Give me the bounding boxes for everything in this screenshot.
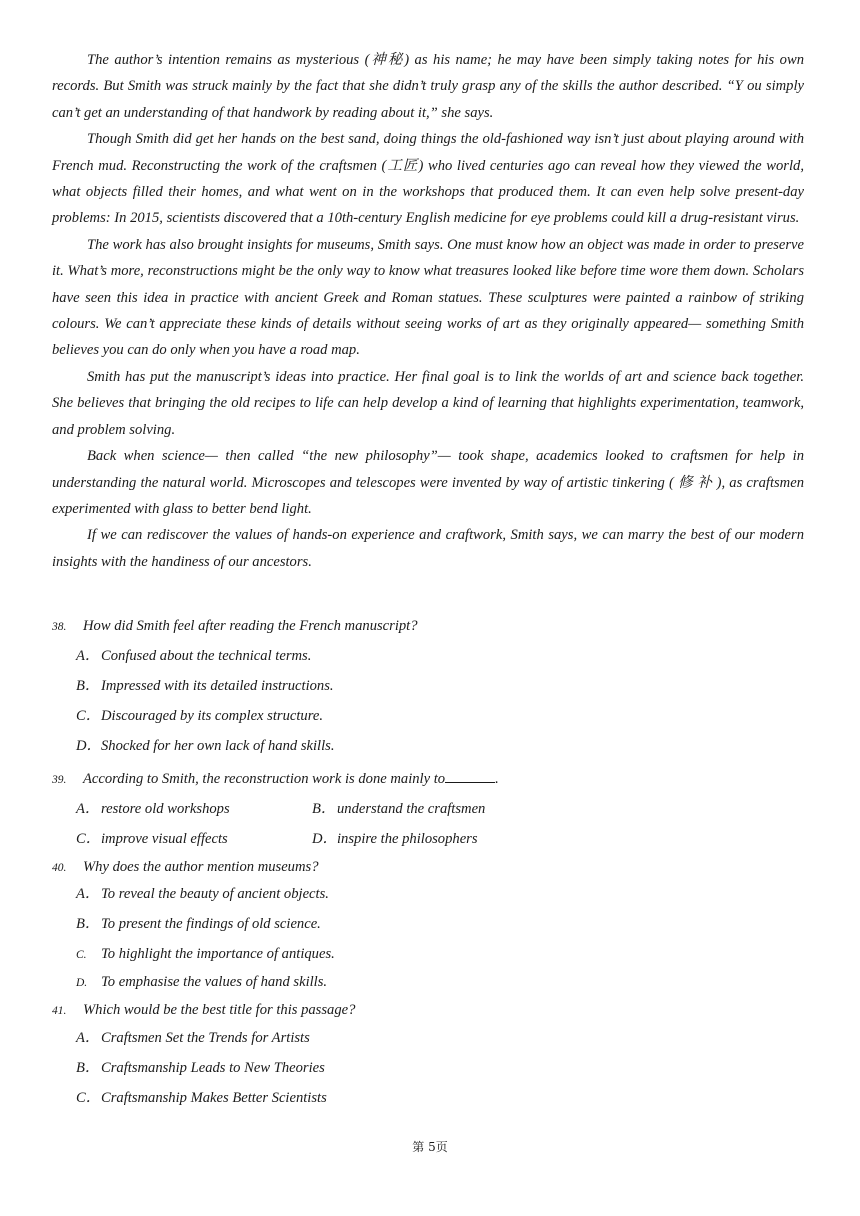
option-text: To present the findings of old science. [101, 916, 321, 932]
option-text: To emphasise the values of hand skills. [101, 974, 328, 990]
option-letter: A． [76, 648, 100, 664]
passage-paragraph-3: The work has also brought insights for museums, Smith says. One must know how an object was made in order to preserve it. What’s more, reconstructions might be the only way to know what treasures looked like before time wore them down. Scholars have seen this idea in practice with ancient Greek and Roman statues. These sculptures were painted a rainbow of striking colours. We can’t appreciate these kinds of details without seeing works of art as they originally appeared— something Smith believes you can do only when you have a road map. [52, 236, 804, 359]
option-41-c [76, 1083, 804, 1113]
option-letter: A． [76, 886, 100, 902]
option-letter: B． [312, 801, 336, 817]
question-number: 41. [52, 1005, 67, 1017]
option-40-a [76, 879, 804, 909]
option-text: Craftsmen Set the Trends for Artists [101, 1030, 310, 1046]
option-text: Craftsmanship Leads to New Theories [101, 1060, 325, 1076]
reading-passage [52, 47, 804, 575]
option-39-c [76, 824, 312, 854]
question-text: Which would be the best title for this passage? [83, 1002, 356, 1018]
passage-paragraph-2: Though Smith did get her hands on the best sand, doing things the old-fashioned way isn’t just about playing around with French mud. Reconstructing the work of the craftsmen (工匠) who lived centuries ago can reveal how they viewed the world, what objects filled their homes, and what went on in the workshops that produced them. It can even help solve present-day problems: In 2015, scientists discovered that a 10th-century English medicine for eye problems could kill a drug-resistant virus. [52, 131, 804, 227]
option-letter: D. [76, 977, 88, 989]
option-41-b [76, 1053, 804, 1083]
page-number: 第 5页 [412, 1140, 448, 1154]
option-letter: D． [76, 738, 102, 754]
option-row-39-cd [76, 824, 804, 854]
option-38-a [76, 641, 804, 671]
question-text: How did Smith feel after reading the French manuscript? [83, 618, 418, 634]
option-40-d [76, 967, 804, 997]
passage-paragraph-6: If we can rediscover the values of hands-on experience and craftwork, Smith says, we can marry the best of our modern insights with the handiness of our ancestors. [52, 527, 804, 570]
answer-blank [445, 768, 495, 783]
question-number: 40. [52, 862, 67, 874]
option-38-d [76, 731, 804, 761]
option-39-b [312, 794, 548, 824]
option-text: Shocked for her own lack of hand skills. [101, 738, 335, 754]
option-text: restore old workshops [101, 801, 230, 817]
option-letter: C. [76, 949, 87, 961]
option-letter: C． [76, 1090, 101, 1106]
option-39-a [76, 794, 312, 824]
option-text: To reveal the beauty of ancient objects. [101, 886, 329, 902]
option-text: Impressed with its detailed instructions. [101, 678, 334, 694]
question-end: . [495, 771, 499, 787]
question-number: 39. [52, 774, 67, 786]
option-38-b [76, 671, 804, 701]
option-text: inspire the philosophers [337, 831, 478, 847]
option-text: Craftsmanship Makes Better Scientists [101, 1090, 327, 1106]
option-40-b [76, 909, 804, 939]
question-list [52, 611, 804, 1113]
question-number: 38. [52, 621, 67, 633]
passage-paragraph-5: Back when science— then called “the new philosophy”— took shape, academics looked to craftsmen for help in understanding the natural world. Microscopes and telescopes were invented by way of artistic tinkering ( 修 补 ), as craftsmen experimented with glass to better bend light. [52, 448, 804, 517]
question-39 [52, 764, 804, 794]
passage-paragraph-4: Smith has put the manuscript’s ideas into practice. Her final goal is to link the worlds of art and science back together. She believes that bringing the old recipes to life can help develop a kind of learning that highlights experimentation, teamwork, and problem solving. [52, 368, 804, 438]
option-39-d [312, 824, 548, 854]
option-letter: B． [76, 916, 100, 932]
option-letter: C． [76, 831, 101, 847]
option-40-c [76, 939, 804, 969]
option-text: improve visual effects [101, 831, 228, 847]
option-41-a [76, 1023, 804, 1053]
option-letter: B． [76, 1060, 100, 1076]
question-41 [52, 995, 804, 1025]
question-text: Why does the author mention museums? [83, 859, 319, 875]
question-40 [52, 852, 804, 882]
passage-paragraph-1: The author’s intention remains as mysterious (神秘) as his name; he may have been simply taking notes for his own records. But Smith was struck mainly by the fact that she didn’t truly grasp any of the skills the author described. “Y ou simply can’t get an understanding of that handwork by reading about it,” she says. [52, 52, 804, 121]
option-38-c [76, 701, 804, 731]
question-38 [52, 611, 804, 641]
option-letter: A． [76, 801, 100, 817]
option-letter: C． [76, 708, 101, 724]
option-letter: D． [312, 831, 338, 847]
option-letter: B． [76, 678, 100, 694]
option-text: Confused about the technical terms. [101, 648, 312, 664]
option-text: Discouraged by its complex structure. [101, 708, 323, 724]
option-text: understand the craftsmen [337, 801, 486, 817]
option-text: To highlight the importance of antiques. [101, 946, 335, 962]
question-text: According to Smith, the reconstruction work is done mainly to [83, 771, 446, 787]
option-row-39-ab [76, 794, 804, 824]
option-letter: A． [76, 1030, 100, 1046]
